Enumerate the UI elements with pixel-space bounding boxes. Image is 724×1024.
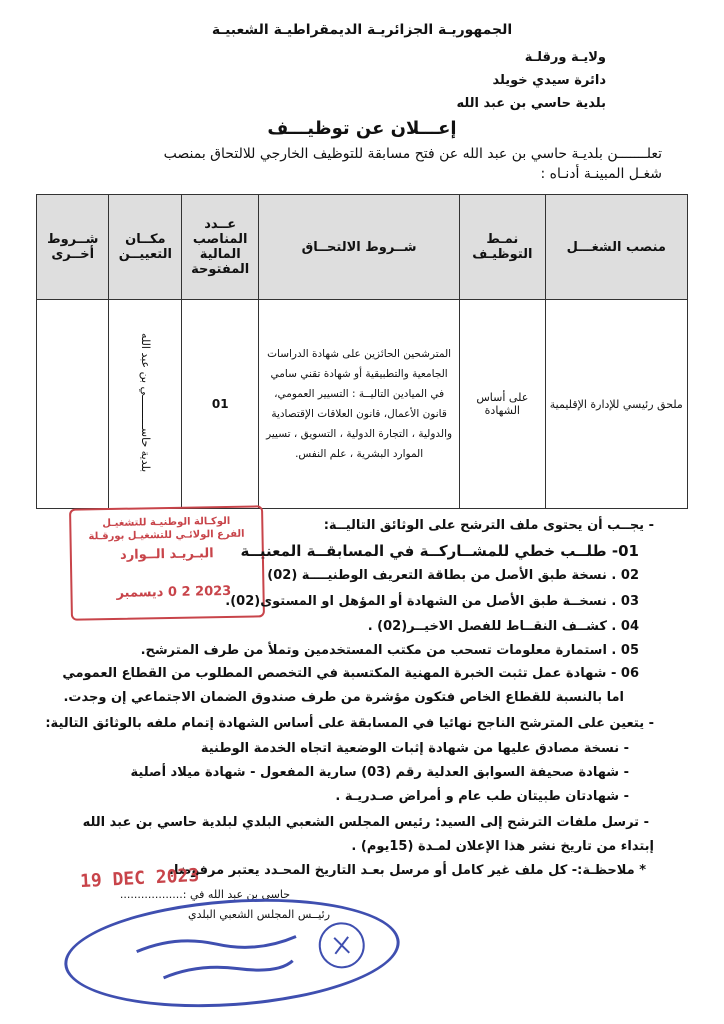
requirement-item-5: 05 . استمارة معلومات تسحب من مكتب المستخدمين وتملأ من طرف المترشح. xyxy=(140,643,639,658)
final-doc-2: - شهادة صحيفة السوابق العدلية رقم (03) سارية المفعول - شهادة ميلاد أصلية xyxy=(130,765,629,780)
cell-recruit-mode: على أساس الشهادة xyxy=(460,300,546,509)
seal-drawing-icon xyxy=(64,892,400,1015)
announcement-title: إعـــلان عن توظيـــف xyxy=(267,118,457,139)
stamp-line-2: الفرع الولائـي للتشغيـل بورقـلة xyxy=(88,528,245,543)
header-position: منصب الشغـــل xyxy=(545,195,687,300)
final-docs-intro: - يتعين على المترشح الناجح نهائيا في المسابقة على أساس الشهادة إتمام ملفه بالوثائق التالية: xyxy=(45,716,654,731)
requirement-item-6-cont: اما بالنسبة للقطاع الخاص فتكون مؤشرة من طرف صندوق الضمان الاجتماعي إن وجدت. xyxy=(63,690,624,705)
header-other: شــروط أخــرى xyxy=(37,195,109,300)
location-text: بلدية حاســــــــــي بن عبد الله xyxy=(138,332,152,473)
header-posts-count: عــدد المناصب المالية المفتوحة xyxy=(182,195,259,300)
intro-line-1: تعلـــــــن بلديـة حاسي بن عبد الله عن فتح مسابقة للتوظيف الخارجي للالتحاق بمنصب xyxy=(163,146,662,162)
signature-place: حاسي بن عبد الله في :.................. xyxy=(119,888,290,901)
wilaya-line: ولايـة ورقلـة xyxy=(524,50,606,65)
requirement-item-4: 04 . كشــف النقــاط للفصل الاخيــر(02) . xyxy=(367,619,639,634)
commune-line: بلدية حاسي بن عبد الله xyxy=(456,96,606,111)
requirements-intro: - يجــب أن يحتوى ملف الترشح على الوثائق التاليــة: xyxy=(323,518,654,533)
header-location: مكــان التعييــن xyxy=(109,195,182,300)
period-line: إبتداء من تاريخ نشر هذا الإعلان لمـدة (15يوم) . xyxy=(351,839,654,854)
requirement-item-6: 06 - شهادة عمل تثبت الخبرة المهنية المكتسبة في التخصص المطلوب من القطاع العمومي xyxy=(62,666,639,681)
stamp-line-3: البـريـد الــوارد xyxy=(119,546,214,563)
municipal-seal xyxy=(61,888,404,1017)
requirement-item-1: 01- طلــب خطي للمشــاركــة في المسابقــة المعنيــة xyxy=(240,542,639,560)
jobs-table xyxy=(36,194,688,509)
requirement-item-2: 02 . نسخة طبق الأصل من بطاقة التعريف الوطنيــــة (02) xyxy=(267,568,639,583)
cell-location xyxy=(109,300,182,509)
intro-line-2: شغـل المبينـة أدنـاه : xyxy=(540,166,662,182)
header-recruit-mode: نمـط التوظيـف xyxy=(460,195,546,300)
signature-role: رئيــس المجلس الشعبي البلدي xyxy=(188,908,330,921)
cell-conditions: المترشحين الحائزين على شهادة الدراسات الجامعية والتطبيقية أو شهادة تقني سامي في الميادين التاليــة : التسيير العمومي، قانون الأعمال، قانون العلاقات الإقتصادية والدولية ، التجارة الدولية ، التسويق ، تسيير الموارد البشرية ، علم النفس. xyxy=(259,300,460,509)
header-conditions: شــروط الالتحــاق xyxy=(259,195,460,300)
republic-title: الجمهوريـة الجزائريـة الديمقراطيـة الشعبيـة xyxy=(211,22,513,38)
date-stamp: 19 DEC 2023 xyxy=(79,864,200,893)
table-row xyxy=(37,300,688,509)
stamp-date: 2023 2 0 ديسمبر xyxy=(116,583,232,601)
send-to-line: - ترسل ملفات الترشح إلى السيد: رئيس المجلس الشعبي البلدي لبلدية حاسي بن عبد الله xyxy=(82,815,649,830)
daira-line: دائرة سيدي خويلد xyxy=(492,73,606,88)
cell-position: ملحق رئيسي للإدارة الإقليمية xyxy=(545,300,687,509)
note-line: * ملاحظـة:- كل ملف غير كامل أو مرسل بعـد التاريخ المحـدد يعتبر مرفوضا. xyxy=(169,863,646,878)
cell-posts-count: 01 xyxy=(182,300,259,509)
stamp-line-1: الوكـالة الوطنيـة للتشغيـل xyxy=(102,515,231,530)
cell-other xyxy=(37,300,109,509)
final-doc-3: - شهادتان طبيتان طب عام و أمراض صـدريـة . xyxy=(335,789,629,804)
table-header-row xyxy=(37,195,688,300)
final-doc-1: - نسخة مصادق عليها من شهادة إثبات الوضعية اتجاه الخدمة الوطنية xyxy=(200,741,629,756)
requirement-item-3: 03 . نسخــة طبق الأصل من الشهادة أو المؤهل او المستوى(02). xyxy=(225,594,639,609)
